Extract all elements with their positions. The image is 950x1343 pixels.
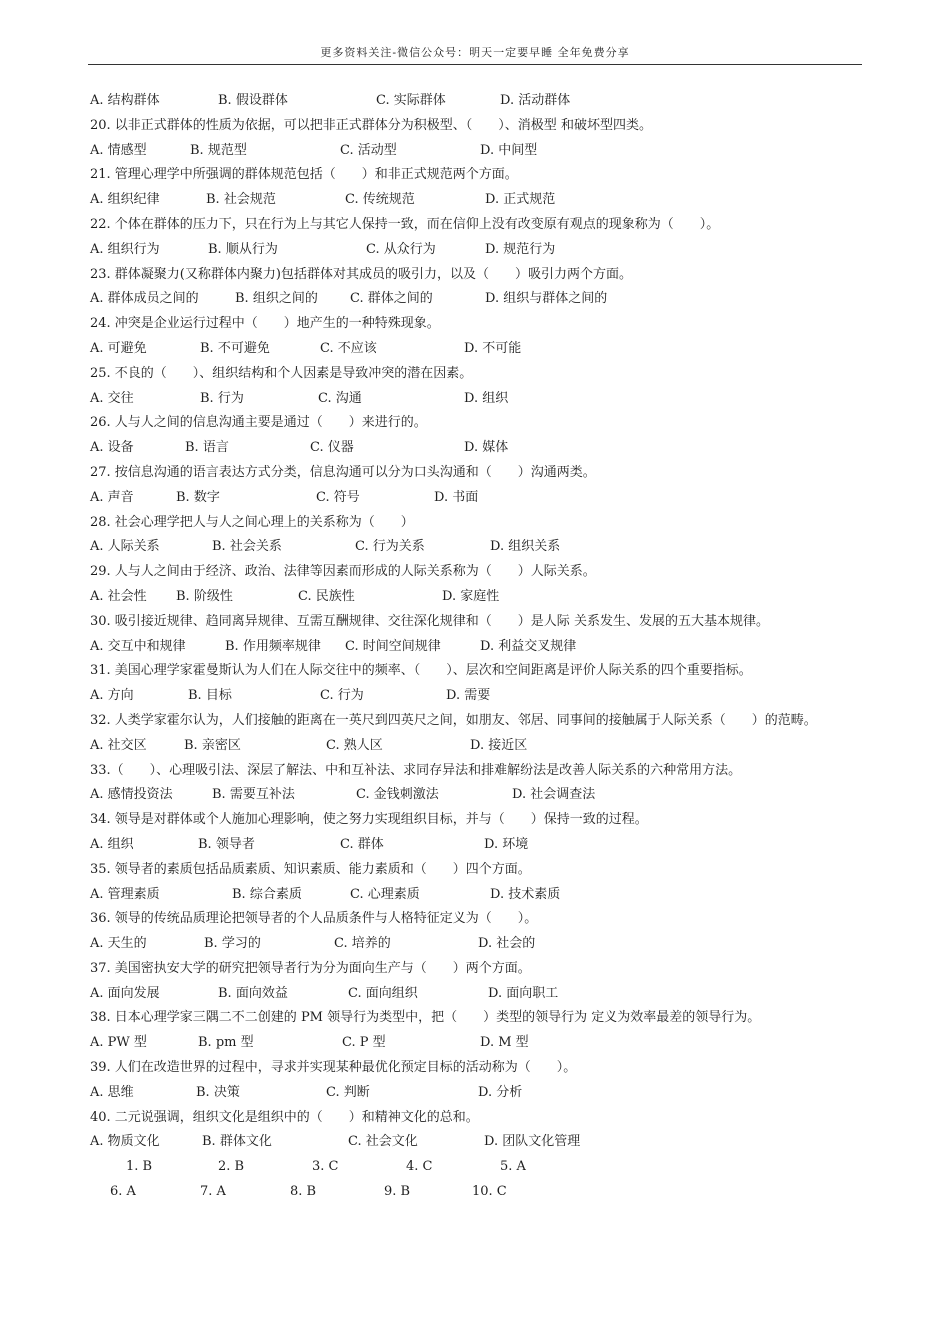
option-a: A. 面向发展 [90,985,160,1001]
options-row [90,1130,860,1155]
option-d: D. 中间型 [480,142,538,158]
option-c: C. 仪器 [310,440,354,456]
option-a: A. 组织纪律 [90,192,160,208]
option-a: A. 物质文化 [90,1134,160,1150]
option-c: C. 行为关系 [355,539,425,555]
option-d: D. 团队文化管理 [484,1134,581,1150]
question-text: 34. 领导是对群体或个人施加心理影响，使之努力实现组织目标，并与（ ）保持一致的过程。 [90,812,648,828]
option-b: B. 社会规范 [206,192,276,208]
option-c: C. 判断 [326,1084,370,1100]
option-b: B. 综合素质 [232,886,302,902]
option-d: D. 社会的 [478,936,536,952]
option-d: D. 媒体 [464,440,509,456]
option-c: C. P 型 [342,1035,386,1051]
option-c: C. 社会文化 [348,1134,418,1150]
option-d: D. 面向职工 [488,985,559,1001]
answer-item: 9. B [384,1184,411,1200]
option-d: D. 社会调查法 [512,787,596,803]
option-c: C. 熟人区 [326,737,383,753]
option-a: A. 思维 [90,1084,134,1100]
answer-item: 7. A [200,1184,226,1200]
option-a: A. 声音 [90,489,134,505]
option-d: D. 环境 [484,836,529,852]
question-text: 29. 人与人之间由于经济、政治、法律等因素而形成的人际关系称为（ ）人际关系。 [90,564,596,580]
options-row [90,1081,860,1106]
question-text: 38. 日本心理学家三隅二不二创建的 PM 领导行为类型中，把（ ）类型的领导行为 定义为效率最差的领导行为。 [90,1010,761,1026]
option-b: B. 组织之间的 [235,291,318,307]
answer-item: 6. A [110,1184,136,1200]
question-text: 20. 以非正式群体的性质为依据，可以把非正式群体分为积极型、（ ）、消极型 和破坏型四类。 [90,117,652,133]
option-d: D. M 型 [480,1035,529,1051]
page-header: 更多资料关注-微信公众号：明天一定要早睡 全年免费分享 [320,46,630,59]
options-row [90,833,860,858]
option-b: B. 行为 [200,390,244,406]
options-row [90,932,860,957]
question-text: 36. 领导的传统品质理论把领导者的个人品质条件与人格特征定义为（ ）。 [90,911,538,927]
option-c: C. 实际群体 [376,93,446,108]
answer-item: 2. B [218,1159,245,1175]
option-b: B. 语言 [185,440,229,456]
question-text: 37. 美国密执安大学的研究把领导者行为分为面向生产与（ ）两个方面。 [90,960,531,976]
options-row [90,139,860,164]
option-a: A. 社会性 [90,588,147,604]
answer-key-row [90,1155,860,1180]
option-d: D. 组织与群体之间的 [485,291,608,307]
option-b: B. 不可避免 [200,340,270,356]
option-b: B. 假设群体 [218,93,288,108]
answer-item: 8. B [290,1184,317,1200]
option-b: B. 群体文化 [202,1134,272,1150]
option-c: C. 沟通 [318,390,362,406]
option-c: C. 金钱刺激法 [356,787,439,803]
option-c: C. 活动型 [340,142,397,158]
option-a: A. 管理素质 [90,886,160,902]
option-a: A. PW 型 [90,1035,147,1051]
option-c: C. 群体之间的 [350,291,433,307]
option-c: C. 面向组织 [348,985,418,1001]
question-text: 32. 人类学家霍尔认为，人们接触的距离在一英尺到四英尺之间，如朋友、邻居、同事间的接触属于人际关系（ ）的范畴。 [90,712,817,728]
option-a: A. 人际关系 [90,539,160,555]
option-a: A. 感情投资法 [90,787,173,803]
question-text: 40. 二元说强调，组织文化是组织中的（ ）和精神文化的总和。 [90,1109,479,1125]
option-b: B. pm 型 [198,1035,254,1051]
option-b: B. 数字 [176,489,220,505]
option-c: C. 民族性 [298,588,355,604]
option-a: A. 天生的 [90,936,147,952]
question-text: 22. 个体在群体的压力下，只在行为上与其它人保持一致，而在信仰上没有改变原有观点的现象称为（ ）。 [90,216,720,232]
option-c: C. 传统规范 [345,192,415,208]
question-text: 30. 吸引接近规律、趋同离异规律、互需互酬规律、交往深化规律和（ ）是人际 关系发生、发展的五大基本规律。 [90,613,769,629]
option-c: C. 符号 [316,489,360,505]
options-row [90,337,860,362]
option-d: D. 技术素质 [490,886,561,902]
options-row [90,1031,860,1056]
answer-item: 3. C [312,1159,339,1175]
option-a: A. 交往 [90,390,134,406]
option-a: A. 方向 [90,688,134,704]
options-row [90,238,860,263]
answer-item: 1. B [126,1159,153,1175]
option-b: B. 目标 [188,688,232,704]
question-text: 33.（ ）、心理吸引法、深层了解法、中和互补法、求同存异法和排难解纷法是改善人际关系的六种常用方法。 [90,762,742,778]
options-row [90,783,860,808]
options-row [90,535,860,560]
option-b: B. 规范型 [190,142,247,158]
option-a: A. 社交区 [90,737,147,753]
question-text: 24. 冲突是企业运行过程中（ ）地产生的一种特殊现象。 [90,316,440,332]
answer-key-row [90,1180,860,1205]
option-d: D. 组织 [464,390,509,406]
option-d: D. 组织关系 [490,539,561,555]
options-row [90,89,860,114]
options-row [90,287,860,312]
options-row [90,486,860,511]
question-text: 31. 美国心理学家霍曼斯认为人们在人际交往中的频率、（ ）、层次和空间距离是评价人际关系的四个重要指标。 [90,663,752,679]
option-c: C. 时间空间规律 [345,638,441,654]
option-c: C. 群体 [340,836,384,852]
option-d: D. 书面 [434,489,479,505]
options-row [90,883,860,908]
answer-item: 4. C [406,1159,433,1175]
option-b: B. 面向效益 [218,985,288,1001]
question-text: 35. 领导者的素质包括品质素质、知识素质、能力素质和（ ）四个方面。 [90,861,531,877]
option-a: A. 可避免 [90,340,147,356]
options-row [90,188,860,213]
options-row [90,585,860,610]
option-d: D. 家庭性 [442,588,500,604]
option-b: B. 亲密区 [184,737,241,753]
question-text: 23. 群体凝聚力(又称群体内聚力)包括群体对其成员的吸引力，以及（ ）吸引力两个方面。 [90,266,632,282]
option-b: B. 决策 [196,1084,240,1100]
option-b: B. 顺从行为 [208,241,278,257]
question-text: 25. 不良的（ ）、组织结构和个人因素是导致冲突的潜在因素。 [90,365,473,381]
options-row [90,684,860,709]
option-b: B. 作用频率规律 [225,638,321,654]
question-text: 26. 人与人之间的信息沟通主要是通过（ ）来进行的。 [90,415,427,431]
option-d: D. 需要 [446,688,491,704]
option-b: B. 社会关系 [212,539,282,555]
option-c: C. 培养的 [334,936,391,952]
question-text: 39. 人们在改造世界的过程中，寻求并实现某种最优化预定目标的活动称为（ ）。 [90,1060,577,1076]
option-a: A. 组织行为 [90,241,160,257]
option-d: D. 活动群体 [500,93,571,108]
options-row [90,982,860,1007]
option-c: C. 不应该 [320,340,377,356]
option-b: B. 领导者 [198,836,255,852]
option-b: B. 学习的 [204,936,261,952]
question-text: 28. 社会心理学把人与人之间心理上的关系称为（ ） [90,514,414,530]
option-a: A. 群体成员之间的 [90,291,199,307]
header-rule [88,64,862,65]
question-list [90,89,860,1205]
option-d: D. 规范行为 [485,241,556,257]
options-row [90,387,860,412]
answer-item: 10. C [472,1184,507,1200]
option-d: D. 不可能 [464,340,522,356]
option-a: A. 交互中和规律 [90,638,186,654]
question-text: 21. 管理心理学中所强调的群体规范包括（ ）和非正式规范两个方面。 [90,167,518,183]
option-d: D. 接近区 [470,737,528,753]
answer-item: 5. A [500,1159,526,1175]
option-d: D. 利益交叉规律 [480,638,577,654]
option-a: A. 情感型 [90,142,147,158]
option-c: C. 心理素质 [350,886,420,902]
option-c: C. 从众行为 [366,241,436,257]
question-text: 27. 按信息沟通的语言表达方式分类，信息沟通可以分为口头沟通和（ ）沟通两类。 [90,464,596,480]
option-a: A. 设备 [90,440,134,456]
option-c: C. 行为 [320,688,364,704]
options-row [90,734,860,759]
option-a: A. 组织 [90,836,134,852]
options-row [90,635,860,660]
options-row [90,436,860,461]
option-b: B. 需要互补法 [212,787,295,803]
option-d: D. 分析 [478,1084,523,1100]
option-b: B. 阶级性 [176,588,233,604]
option-d: D. 正式规范 [485,192,556,208]
option-a: A. 结构群体 [90,93,160,108]
